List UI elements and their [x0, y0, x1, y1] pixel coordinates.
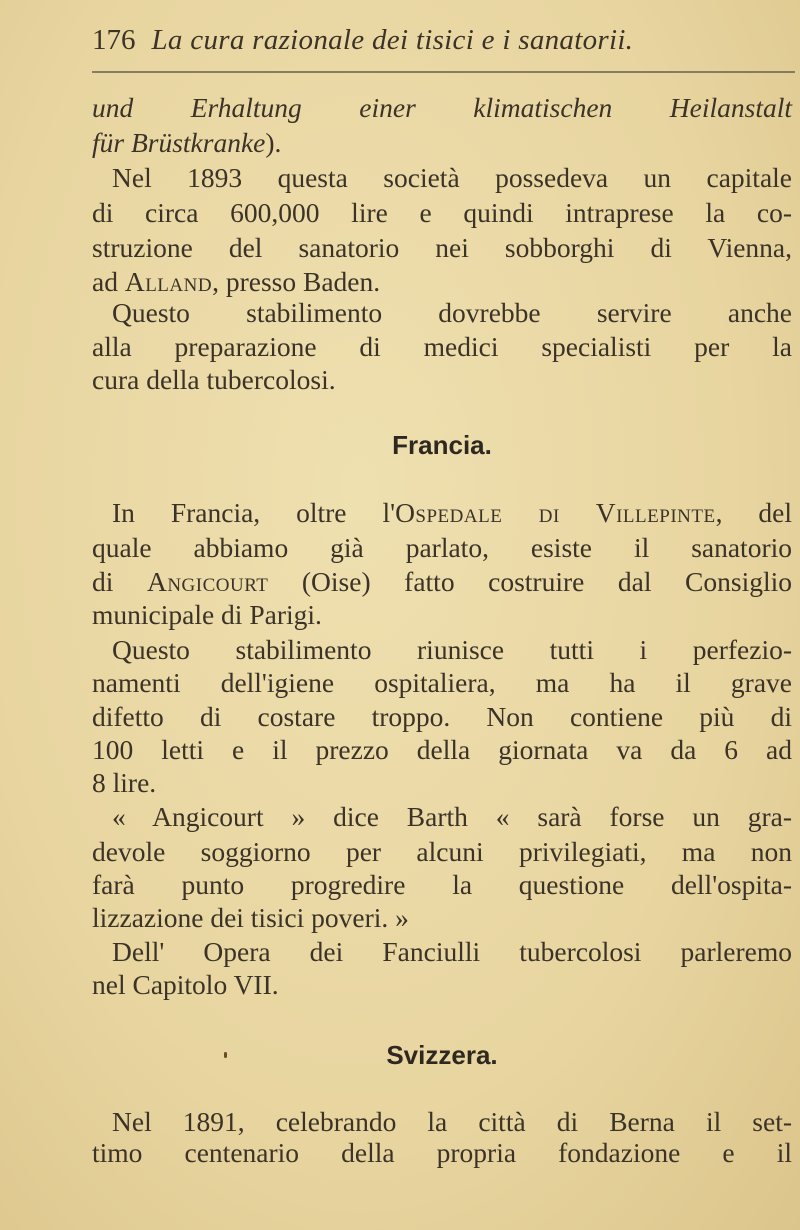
- text-segment: devole soggiorno per alcuni privilegiati, ma non: [92, 836, 792, 867]
- running-header: [92, 24, 792, 57]
- text-line: [92, 968, 792, 1002]
- text-segment: difetto di costare troppo. Non contiene più di: [92, 701, 792, 732]
- text-segment: lizzazione dei tisici poveri. »: [92, 902, 409, 933]
- text-segment: ).: [265, 127, 282, 158]
- text-segment: « Angicourt » dice Barth « sarà forse un gra-: [112, 801, 792, 832]
- text-line: [92, 766, 792, 800]
- text-line: [92, 700, 792, 734]
- text-line: [92, 666, 792, 700]
- text-line: [92, 835, 792, 869]
- small-caps-name: Ospedale di Villepinte: [395, 497, 716, 528]
- text-line: [92, 265, 792, 299]
- text-segment: 8 lire.: [92, 767, 157, 798]
- section-heading-francia: Francia.: [392, 430, 492, 460]
- text-segment: Dell' Opera dei Fanciulli tubercolosi parleremo: [112, 936, 792, 967]
- small-caps-name: Angicourt: [146, 566, 269, 597]
- text-line: [92, 733, 792, 767]
- ink-speck: [224, 1052, 227, 1058]
- text-line: [92, 496, 792, 530]
- text-line: [92, 296, 792, 330]
- text-segment: 100 letti e il prezzo della giornata va da 6 ad: [92, 734, 792, 765]
- text-segment: für Brüstkranke: [92, 127, 266, 158]
- text-line: [92, 126, 792, 160]
- text-segment: timo centenario della propria fondazione e il: [92, 1137, 792, 1168]
- header-rule: [92, 71, 795, 73]
- text-segment: municipale di Parigi.: [92, 599, 322, 630]
- running-title: La cura razionale dei tisici e i sanatorii.: [151, 24, 634, 56]
- text-segment: (Oise) fatto costruire dal Consiglio: [268, 566, 793, 597]
- small-caps-name: Alland: [124, 266, 213, 297]
- text-line: [92, 363, 792, 397]
- text-segment: quale abbiamo già parlato, esiste il sanatorio: [92, 532, 792, 563]
- text-segment: cura della tubercolosi.: [92, 364, 336, 395]
- text-segment: di: [92, 566, 147, 597]
- text-segment: struzione del sanatorio nei sobborghi di Vienna,: [92, 232, 792, 263]
- text-segment: und Erhaltung einer klimatischen Heilanstalt: [92, 92, 792, 123]
- text-line: [92, 330, 792, 364]
- text-segment: , presso Baden.: [212, 266, 381, 297]
- text-segment: farà punto progredire la questione dell'ospita-: [92, 869, 792, 900]
- text-segment: Questo stabilimento dovrebbe servire anche: [112, 297, 792, 328]
- text-segment: In Francia, oltre l': [112, 497, 396, 528]
- section-heading-svizzera: Svizzera.: [386, 1040, 498, 1070]
- text-segment: namenti dell'igiene ospitaliera, ma ha il grave: [92, 667, 792, 698]
- text-segment: Questo stabilimento riunisce tutti i perfezio-: [112, 634, 792, 665]
- text-line: [92, 633, 792, 667]
- text-line: [92, 1136, 792, 1170]
- text-line: [92, 565, 792, 599]
- text-segment: nel Capitolo VII.: [92, 969, 279, 1000]
- text-line: [92, 800, 792, 834]
- text-segment: ad: [92, 266, 125, 297]
- text-line: [92, 598, 792, 632]
- text-line: [92, 91, 792, 125]
- text-segment: , del: [715, 497, 793, 528]
- text-line: [92, 868, 792, 902]
- text-line: [92, 935, 792, 969]
- page-number: 176: [92, 24, 136, 56]
- text-segment: Nel 1891, celebrando la città di Berna il set-: [112, 1106, 792, 1137]
- text-line: [92, 901, 792, 935]
- text-line: [92, 196, 792, 230]
- text-segment: Nel 1893 questa società possedeva un capitale: [112, 162, 792, 193]
- text-line: [92, 231, 792, 265]
- text-line: [92, 531, 792, 565]
- text-segment: alla preparazione di medici specialisti per la: [92, 331, 792, 362]
- text-line: [92, 1105, 792, 1139]
- text-line: [92, 161, 792, 195]
- text-segment: di circa 600,000 lire e quindi intraprese la co-: [92, 197, 792, 228]
